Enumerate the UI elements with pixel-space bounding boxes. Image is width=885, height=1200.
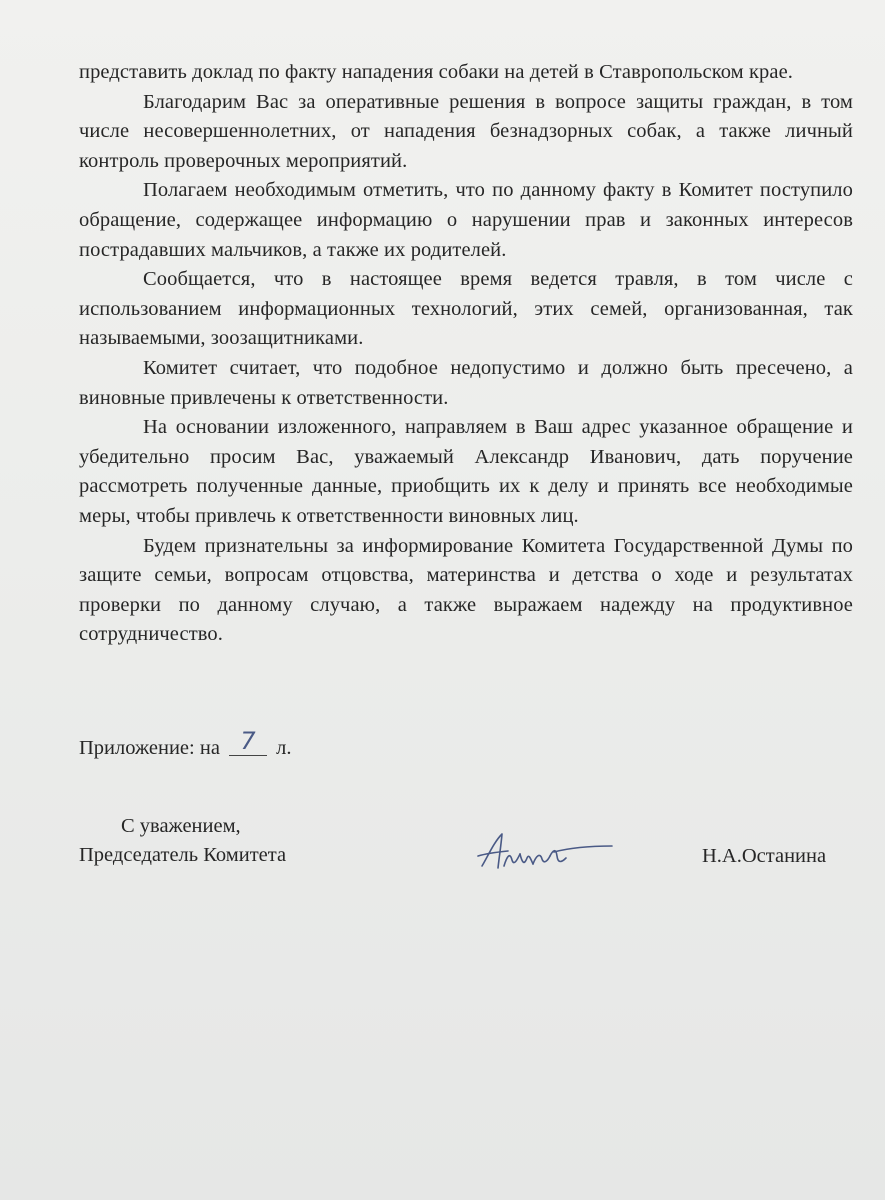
signatory-name: Н.А.Останина (702, 845, 827, 867)
letter-body (79, 58, 853, 650)
paragraph-information-request: Будем признательны за информирование Комитета Государственной Думы по защите семьи, вопросам отцовства, материнства и детства о ходе и результатах проверки по данному случаю, а также выражаем надежду на продуктивное сотрудничество. (79, 534, 853, 646)
appendix-line (79, 727, 292, 762)
paragraph-harassment: Сообщается, что в настоящее время ведется травля, в том числе с использованием информационных технологий, этих семей, организованная, так называемыми, зоозащитниками. (79, 268, 853, 350)
paragraph-complaint-received: Полагаем необходимым отметить, что по данному факту в Комитет поступило обращение, содержащее информацию о нарушении прав и законных интересов пострадавших мальчиков, а также их родителей. (79, 179, 853, 261)
paragraph-gratitude: Благодарим Вас за оперативные решения в вопросе защиты граждан, в том числе несовершеннолетних, от нападения безнадзорных собак, а также личный контроль проверочных мероприятий. (79, 90, 853, 172)
closing-regards: С уважением, (121, 815, 241, 837)
closing-position: Председатель Комитета (79, 844, 287, 866)
appendix-suffix: л. (276, 737, 292, 759)
paragraph-committee-position: Комитет считает, что подобное недопустимо и должно быть пресечено, а виновные привлечены к ответственности. (79, 356, 853, 409)
appendix-pages-blank (229, 727, 267, 756)
appendix-pages-handwritten: 7 (240, 727, 256, 755)
closing-block (79, 812, 286, 870)
paragraph-continuation: представить доклад по факту нападения собаки на детей в Ставропольском крае. (79, 61, 794, 83)
handwritten-signature (474, 826, 624, 876)
paragraph-request: На основании изложенного, направляем в Ваш адрес указанное обращение и убедительно просим Вас, уважаемый Александр Иванович, дать поручение рассмотреть полученные данные, приобщить их к делу и принять все необходимые меры, чтобы привлечь к ответственности виновных лиц. (79, 416, 853, 527)
appendix-prefix: Приложение: на (79, 737, 220, 759)
